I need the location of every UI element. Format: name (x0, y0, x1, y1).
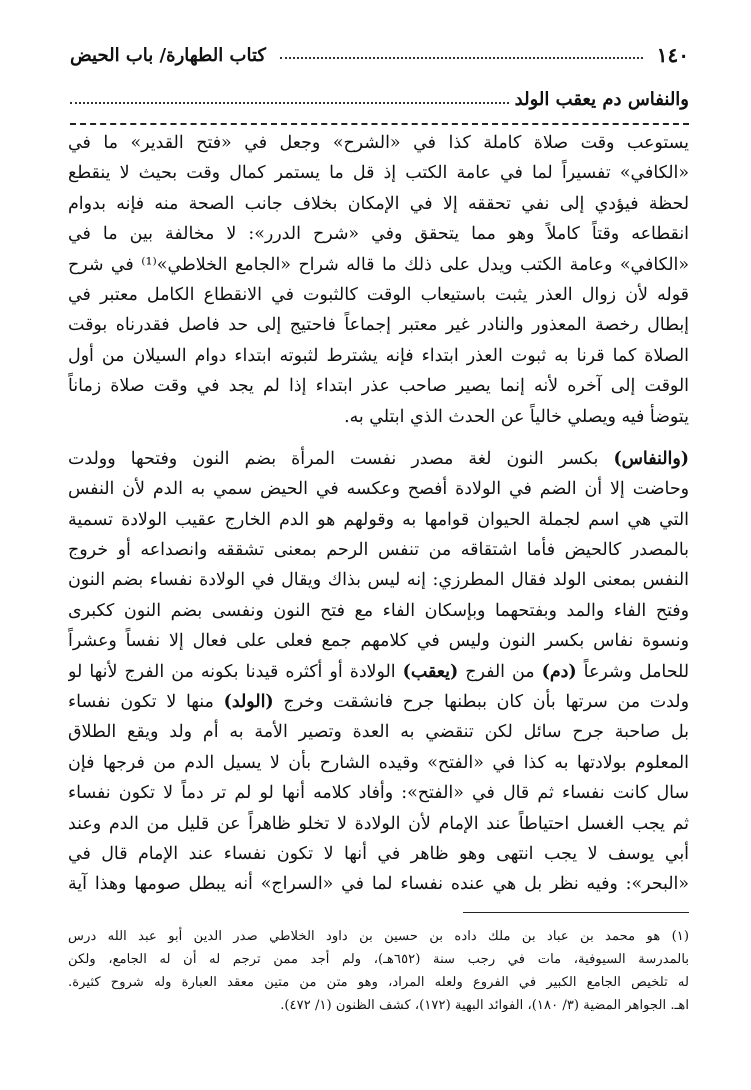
footnote-line: اهـ. الجواهر المضية (٣/ ١٨٠)، الفوائد البهية (١٧٢)، كشف الظنون (١/ ٤٧٢). (280, 998, 689, 1013)
running-title: كتاب الطهارة/ باب الحيض (70, 44, 266, 66)
text-line: النفس بمعنى الولد فقال المطرزي: إنه ليس بذاك ويقال في الولادة نفساء بضم النون (68, 570, 689, 591)
dashed-separator (70, 123, 689, 125)
text-line: الصلاة كما قرنا به ثبوت العذر ابتداء فإنه يشترط لثبوته ابتداء دوام السيلان من أول (68, 345, 689, 366)
text-line: ولدت من سرتها بأن كان ببطنها جرح فانشقت وخرج (الولد) منها لا تكون نفساء (68, 692, 689, 713)
text-line: يستوعب وقت صلاة كاملة كذا في «الشرح» وجعل في «فتح القدير» ما في (68, 133, 689, 153)
paragraph-nifas (68, 444, 689, 900)
header-dotted-rule (280, 57, 643, 59)
text-line: التي هي اسم لجملة الحيوان قوامها به وقولهم هو الدم الخارج عقيب الولادة تسمية (68, 509, 689, 530)
text-line: قوله لأن زوال العذر يثبت باستيعاب الوقت كالثبوت في الانقطاع الكامل معتبر في (68, 284, 689, 305)
text-line: (والنفاس) بكسر النون لغة مصدر نفست المرأة بضم النون وفتحها وولدت (68, 448, 689, 469)
footnotes (68, 925, 689, 1017)
text-line: إبطال رخصة المعذور والنادر غير معتبر إجماعاً فاحتيج إلى حد فاصل فقدرناه بوقت (68, 315, 689, 336)
running-header (70, 40, 689, 70)
text-line: بل صاحبة جرح سائل لكن تنقضي به العدة وتصير الأمة به أم ولد ويقع الطلاق (68, 722, 689, 743)
bold-term: (دم) (541, 661, 577, 682)
text-line: الوقت إلى آخره لأنه إنما يصير صاحب عذر ابتداء إذا لم يجد في وقت صلاة زماناً (68, 376, 689, 397)
text-line: «الكافي» تفسيراً لما في عامة الكتب إذ قل ما يستمر كمال وقت بحيث لا ينقطع (68, 163, 689, 184)
text-line: وحاضت إلا أن الضم في الولادة أفصح وعكسه في الحيض سمي به الدم لأن النفس (68, 479, 689, 500)
text-line: ونسوة نفاس بكسر النون وليس في كلامهم جمع فعلى على فعال إلا نفساً وعشراً (68, 631, 689, 652)
text-line: لحظة فيؤدي إلى نفي تحققه إلا في الإمكان بخلاف جانب الصحة منه فإنه بدوام (68, 193, 689, 214)
text-line: للحامل وشرعاً (دم) من الفرج (يعقب) الولادة أو أكثره قيدنا بكونه من الفرج لأنها لو (68, 661, 689, 682)
text-line: «البحر»: وفيه نظر بل هي عنده نفساء لما في «السراج» أنه يبطل صومها وهذا آية (68, 874, 689, 895)
paragraph-continuation (68, 128, 689, 432)
footnote-line: له تلخيص الجامع الكبير في الفروع ولعله المراد، وهو متن من متين معقد العبارة وله شروح كثيرة. (68, 975, 689, 990)
text-line: بالمصدر كالحيض فأما اشتقاقه من تنفس الرحم بمعنى تشققه وانصداعه أو خروج (68, 540, 689, 561)
section-dotted-rule (70, 102, 509, 104)
text-line: يتوضأ فيه ويصلي خالياً عن الحدث الذي ابتلي به. (344, 406, 689, 427)
page-number: ١٤٠ (656, 43, 689, 67)
footnote-line: (١) هو محمد بن عباد بن ملك داده بن حسين بن داود الخلاطي صدر الدين أبو عبد الله درس (68, 929, 689, 944)
text-line: انقطاعه وقتاً كاملاً وهو مما يتحقق وفي «شرح الدرر»: لا مخالفة بين ما في (68, 224, 689, 245)
section-heading-row (70, 84, 689, 114)
text-line: وفتح الفاء والمد وبفتحهما وبإسكان الفاء مع فتح النون ونفسى بضم النون ككبرى (68, 600, 689, 621)
bold-term: (والنفاس) (613, 448, 689, 469)
bold-term: (الولد) (223, 692, 274, 713)
text-line: «الكافي» وعامة الكتب ويدل على ذلك ما قاله شراح «الجامع الخلاطي»⁽¹⁾ في شرح (68, 254, 689, 275)
text-line: المعلوم بولادتها به كذا في «الفتح» وقيده الشارح بأن لا يسيل الدم من فرجها فإن (68, 752, 689, 773)
section-heading: والنفاس دم يعقب الولد (514, 88, 689, 110)
bold-term: (يعقب) (402, 661, 459, 682)
footnote-line: بالمدرسة السيوفية، مات في رجب سنة (٦٥٢هـ)، ولم أجد ممن ترجم له أن له الجامع، ولكن (68, 952, 689, 967)
text-line: ثم يجب الغسل احتياطاً عند الإمام لأن الولادة لا تخلو ظاهراً عن قليل من الدم وعند (68, 813, 689, 834)
text-line: أبي يوسف لا يجب انتهى وهو ظاهر في أنها لا تكون نفساء عند الإمام قال في (68, 843, 689, 864)
main-text (68, 128, 689, 900)
text-line: سال كانت نفساء ثم قال في «الفتح»: وأفاد كلامه أنها لو لم تر دماً لا تكون نفساء (68, 783, 689, 804)
footnote-rule (463, 912, 689, 913)
